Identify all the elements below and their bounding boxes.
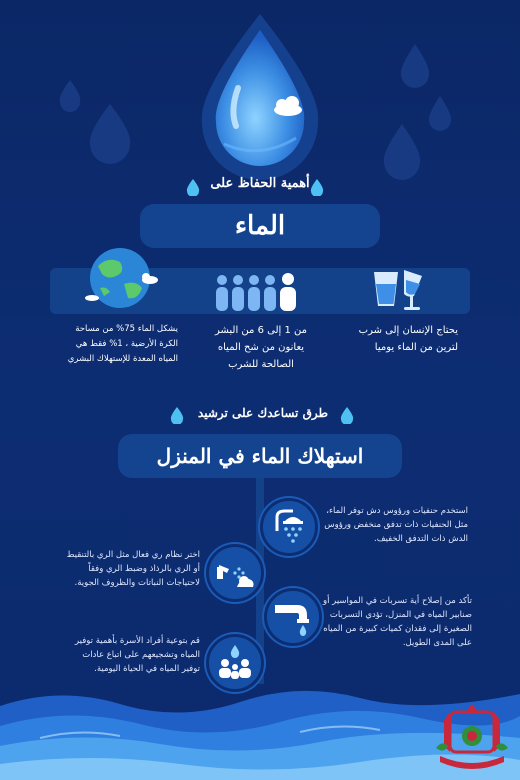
header-subtitle: أهمية الحفاظ على (210, 176, 310, 191)
page-title: الماء (234, 211, 286, 241)
logo-emblem-icon (430, 700, 514, 778)
bg-drop-icon (60, 80, 81, 112)
tip-text-shower: استخدم حنفيات ورؤوس دش توفر الماء، مثل الحنفيات ذات تدفق منخفض ورؤوس الدش ذات التدفق الخفيف. (324, 506, 468, 544)
stat-text-water-intake: يحتاج الإنسان إلى شرب لترين من الماء يوميا (358, 325, 458, 353)
tip-circle-shower (260, 498, 318, 556)
tip-circle-sprinkler (206, 544, 264, 602)
bg-drop-icon (429, 96, 451, 131)
bg-drop-icon (401, 44, 429, 88)
tip-text-pipe: تأكد من إصلاح أية تسربات في المواسير أو صنابير المياه في المنزل، تؤدي التسربات الصغيرة إلى فقدان كميات كبيرة من المياه على المدى الطويل. (322, 596, 472, 648)
bg-drop-icon (90, 104, 130, 164)
small-drop-icon (340, 406, 354, 424)
tip-text-family: قم بتوعية أفراد الأسرة بأهمية توفير المياه وتشجيعهم على اتباع عادات توفير المياه في الحياة اليومية. (74, 636, 200, 674)
stat-text-water-scarcity: من 1 إلى 6 من البشر يعانون من شح المياه الصالحة للشرب (214, 325, 308, 370)
small-drop-icon (170, 406, 184, 424)
section2-title-banner (118, 434, 402, 478)
glasses-icon (370, 266, 430, 312)
shower-icon (263, 501, 315, 553)
small-drop-icon (186, 178, 200, 196)
small-drop-icon (310, 178, 324, 196)
water-drop-icon (180, 10, 340, 180)
section2-title: استهلاك الماء في المنزل (156, 444, 364, 468)
people-icon (210, 270, 310, 314)
section2-subtitle-row (0, 402, 520, 428)
section2-subtitle: طرق تساعدك على ترشيد (197, 406, 329, 420)
sprinkler-icon (209, 547, 261, 599)
stat-text-earth-water: يشكل الماء 75% من مساحة الكرة الأرضية ، 1% فقط هي المياه المعدة للإستهلاك البشري (67, 324, 178, 364)
tip-circle-pipe (264, 588, 322, 646)
tip-text-sprinkler: اختر نظام ري فعال مثل الري بالتنقيط أو الري بالرذاذ وضبط الري وفقاً لاحتياجات النباتات والظروف الجوية. (66, 550, 200, 588)
pipe-icon (267, 591, 319, 643)
header-title-banner (140, 204, 380, 248)
globe-icon (80, 244, 164, 314)
header-subtitle-row (0, 172, 520, 200)
